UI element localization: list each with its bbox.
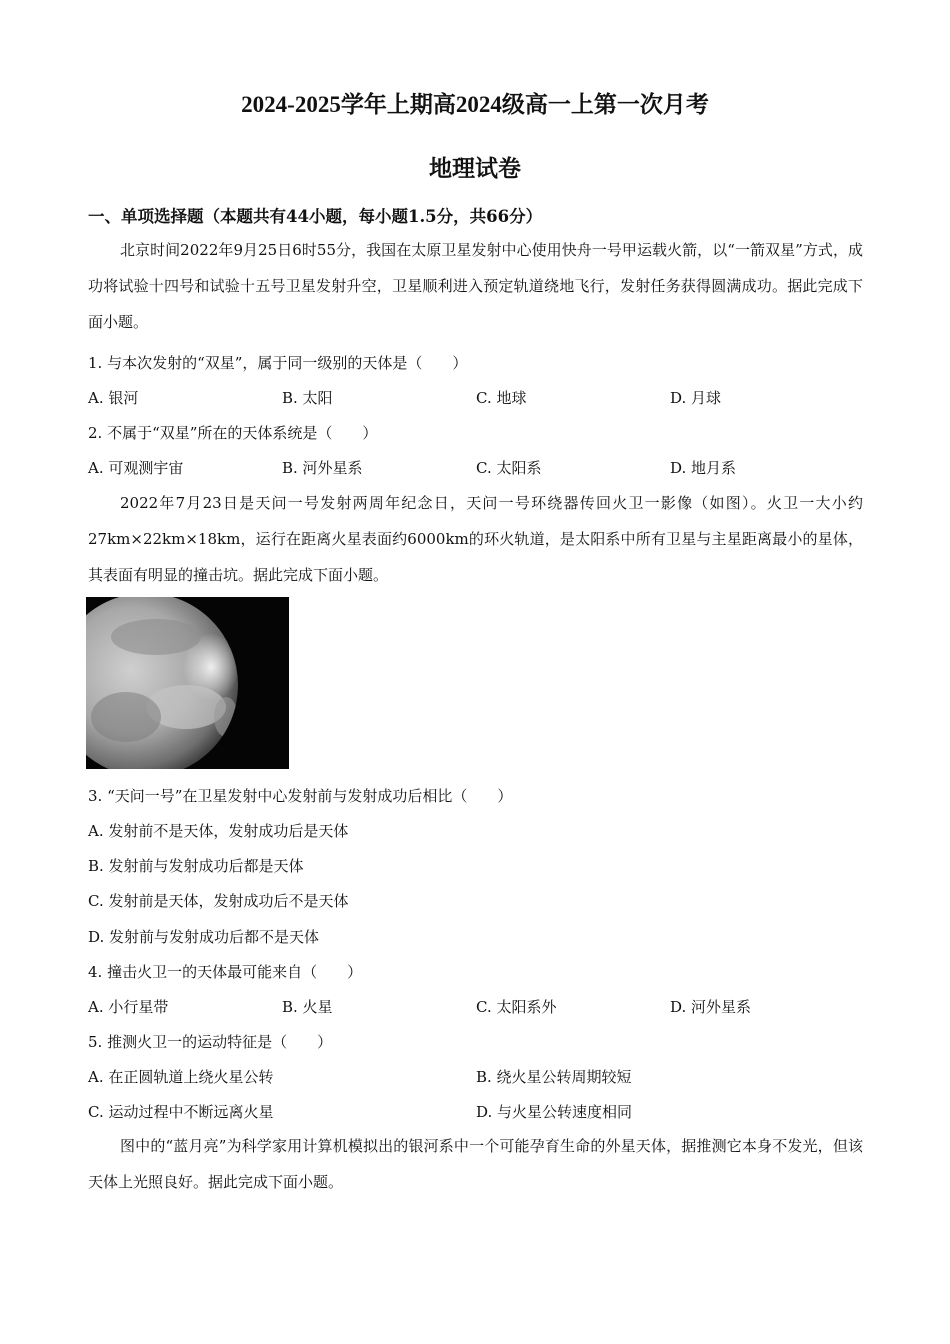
mars-image	[86, 597, 289, 769]
option-a: A. 银河	[88, 389, 139, 407]
option-a: A. 在正圆轨道上绕火星公转	[88, 1068, 274, 1086]
section-heading: 一、单项选择题（本题共有44小题，每小题1.5分，共66分）	[88, 207, 543, 226]
option-d: D. 月球	[670, 389, 722, 407]
question-2: 2. 不属于“双星”所在的天体系统是（ ）	[88, 424, 378, 442]
option-d: D. 与火星公转速度相同	[476, 1103, 633, 1121]
question-3-option-d: D. 发射前与发射成功后都不是天体	[88, 928, 320, 946]
passage-phobos: 2022年7月23日是天问一号发射两周年纪念日，天问一号环绕器传回火卫一影像（如图）。火卫一大小约27km×22km×18km，运行在距离火星表面约6000km的环火轨道，是太阳系中所有卫星与主星距离最小的星体，其表面有明显的撞击坑。据此完成下面小题。	[88, 494, 863, 584]
option-d: D. 河外星系	[670, 998, 752, 1016]
option-c: C. 运动过程中不断远离火星	[88, 1103, 274, 1121]
option-c: C. 地球	[476, 389, 527, 407]
option-b: B. 太阳	[282, 389, 333, 407]
question-1: 1. 与本次发射的“双星”，属于同一级别的天体是（ ）	[88, 354, 468, 372]
subject-title: 地理试卷	[429, 156, 521, 181]
phobos-photo	[86, 597, 289, 769]
passage-launch: 北京时间2022年9月25日6时55分，我国在太原卫星发射中心使用快舟一号甲运载火箭，以“一箭双星”方式，成功将试验十四号和试验十五号卫星发射升空，卫星顺利进入预定轨道绕地飞行，发射任务获得圆满成功。据此完成下面小题。	[88, 241, 863, 331]
question-5-options-row1	[88, 1066, 868, 1088]
option-b: B. 绕火星公转周期较短	[476, 1068, 632, 1086]
question-3-option-c: C. 发射前是天体，发射成功后不是天体	[88, 892, 349, 910]
option-b: B. 火星	[282, 998, 333, 1016]
question-4: 4. 撞击火卫一的天体最可能来自（ ）	[88, 963, 363, 981]
option-a: A. 可观测宇宙	[88, 459, 184, 477]
question-3: 3. “天问一号”在卫星发射中心发射前与发射成功后相比（ ）	[88, 787, 513, 805]
option-c: C. 太阳系	[476, 459, 542, 477]
option-c: C. 太阳系外	[476, 998, 557, 1016]
option-a: A. 小行星带	[88, 998, 169, 1016]
exam-title: 2024-2025学年上期高2024级高一上第一次月考	[241, 92, 709, 117]
passage-blue-moon: 图中的“蓝月亮”为科学家用计算机模拟出的银河系中一个可能孕育生命的外星天体，据推测它本身不发光，但该天体上光照良好。据此完成下面小题。	[88, 1137, 863, 1191]
option-b: B. 河外星系	[282, 459, 363, 477]
question-3-option-b: B. 发射前与发射成功后都是天体	[88, 857, 304, 875]
question-5: 5. 推测火卫一的运动特征是（ ）	[88, 1033, 333, 1051]
question-3-option-a: A. 发射前不是天体，发射成功后是天体	[88, 822, 349, 840]
question-1-options	[88, 387, 868, 409]
question-5-options-row2	[88, 1101, 868, 1123]
question-4-options	[88, 996, 868, 1018]
question-2-options	[88, 457, 868, 479]
option-d: D. 地月系	[670, 459, 737, 477]
